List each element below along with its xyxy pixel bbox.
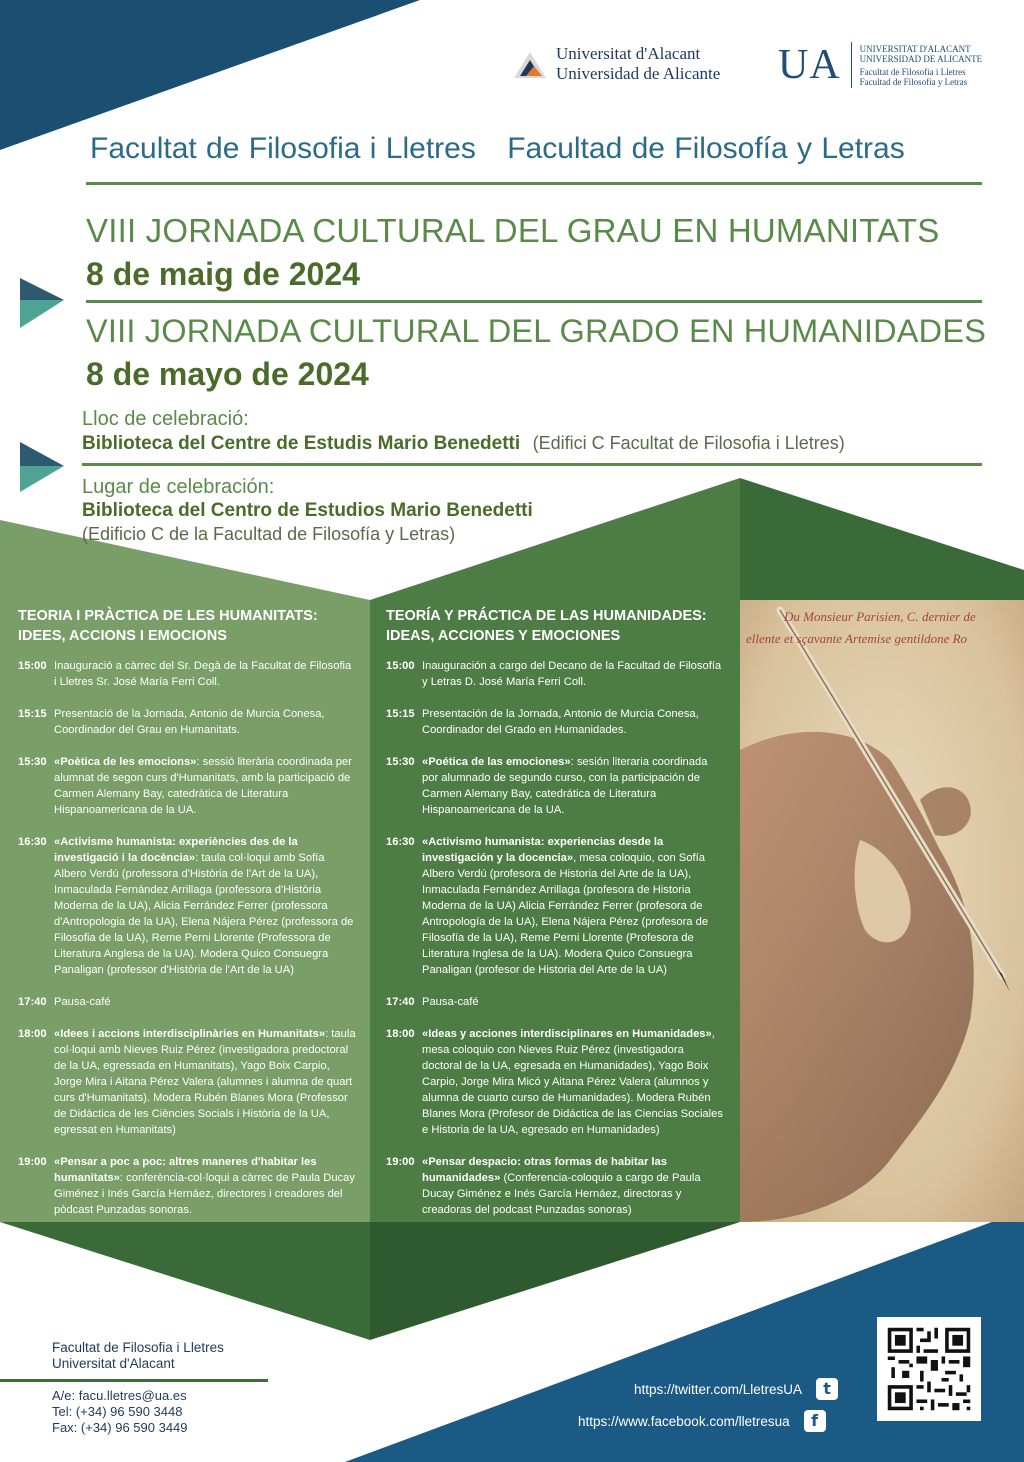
program-item: [18, 1154, 356, 1218]
facebook-url[interactable]: https://www.facebook.com/lletresua: [578, 1413, 790, 1429]
program-list-es: [386, 658, 724, 1218]
program-item: [386, 658, 724, 690]
program-item-text: : sesión literaria coordinada por alumnado de segundo curso, con la participación de Carmen Alemany Bay, catedrática de Literatura Hispanoamericana de la UA.: [422, 756, 708, 816]
program-item-title: «Poética de las emociones»: [422, 756, 571, 768]
program-item-title: «Pensar despacio: otras formas de habitar las humanidades»: [422, 1156, 667, 1184]
ua-mark: UA: [778, 42, 852, 88]
footer-university: Universitat d'Alacant: [52, 1356, 175, 1371]
qr-code-icon: [877, 1317, 981, 1421]
program-item-text: (Conferencia-coloquio a cargo de Paula Ducay Giménez e Inés García Hernáez, directoras y creadoras del podcast Punzadas sonoras): [422, 1172, 701, 1216]
faculty-es: Facultad de Filosofía y Letras: [507, 132, 905, 165]
logo-universitat[interactable]: [512, 44, 720, 84]
divider: [86, 182, 982, 185]
program-heading-ca-line2: IDEES, ACCIONS I EMOCIONS: [18, 628, 227, 644]
venue-name-ca: Biblioteca del Centre de Estudis Mario Benedetti: [82, 433, 521, 454]
program-item-description: [422, 1154, 724, 1218]
ua-line-1: UNIVERSITAT D'ALACANT: [859, 43, 971, 54]
program-item: [386, 834, 724, 978]
program-item-title: «Activisme humanista: experiències des de la investigació i la docència»: [54, 836, 298, 864]
program-item-time: 19:00: [18, 1156, 47, 1168]
program-item-time: 16:30: [386, 836, 415, 848]
program-item: [386, 706, 724, 738]
program-item-description: [422, 1026, 724, 1138]
logo-line-ca: Universitat d'Alacant: [556, 44, 701, 63]
program-item-text: : taula col·loqui amb Nieves Ruiz Pérez (investigadora predoctoral de la UA, egressada en Humanitats), Yago Boix Carpio, Jorge Mira i Aitana Pérez Valera (alumnes i alumna de quart curs d'Humanitats). Modera Rubén Blanes Mora (Professor de Didàctica de les Ciències Socials i Història de la UA, egressat en Humanitats): [54, 1028, 356, 1136]
program-item-title: «Ideas y acciones interdisciplinares en Humanidades»: [422, 1028, 712, 1040]
twitter-icon[interactable]: t: [816, 1378, 838, 1400]
program-item-title: «Poètica de les emocions»: [54, 756, 197, 768]
program-item: [386, 754, 724, 818]
logo-ua-faculty[interactable]: [778, 42, 982, 88]
program-list-ca: [18, 658, 356, 1218]
program-heading-es-line1: TEORÍA Y PRÁCTICA DE LAS HUMANIDADES:: [386, 608, 707, 624]
program-item-description: [54, 1154, 356, 1218]
program-item: [386, 1026, 724, 1138]
facebook-link[interactable]: [578, 1410, 826, 1432]
program-heading-ca-line1: TEORIA I PRÀCTICA DE LES HUMANITATS:: [18, 608, 318, 624]
program-item: [18, 994, 356, 1010]
program-item-title: «Idees i accions interdisciplinàries en Humanitats»: [54, 1028, 326, 1040]
inscription-line-2: ellente et sçavante Artemise gentildone Ro: [746, 631, 968, 646]
program-item-text: : taula col·loqui amb Sofía Albero Verdú (professora d'Història de l'Art de la UA), Inmaculada Fernández Arrillaga (professora d'Història Moderna de la UA), Alicia Ferrández Ferrer (professora d'Antropologia de la UA), Elena Nájera Pérez (professora de Filosofia de la UA), Reme Perni Llorente (Professora de Literatura Anglesa de la UA). Modera Quico Consuegra Panaligan (professor d'Història de l'Art de la UA): [54, 852, 354, 976]
event-title-ca: VIII JORNADA CULTURAL DEL GRAU EN HUMANITATS: [86, 212, 940, 249]
ua-line-3: Facultat de Filosofia i Lletres: [859, 66, 966, 77]
program-heading-es: [386, 606, 724, 646]
program-item-time: 15:00: [386, 660, 415, 672]
facebook-icon[interactable]: f: [804, 1410, 826, 1432]
faculty-ca: Facultat de Filosofia i Lletres: [90, 132, 476, 165]
program-item-description: [54, 994, 356, 1010]
program-heading-es-line2: IDEAS, ACCIONES Y EMOCIONES: [386, 628, 621, 644]
program-item: [18, 658, 356, 690]
footer-contact: [52, 1388, 188, 1436]
program-item-text: , mesa coloquio, con Sofía Albero Verdú (profesora de Historia del Arte de la UA), Inmaculada Fernández Arrillaga (profesora de Historia Moderna de la UA) Alicia Ferrández Ferrer (profesora de Antropología de la UA), Elena Nájera Pérez (profesora de Filosofía de la UA), Reme Perni Llorente (Profesora de Literatura Inglesa de la UA). Modera Quico Consuegra Panaligan (profesor de Historia del Arte de la UA): [422, 852, 709, 976]
program-item: [18, 706, 356, 738]
venue-note-ca: (Edifici C Facultat de Filosofia i Lletres): [532, 433, 845, 453]
artwork-inscription: [746, 606, 1024, 650]
event-date-ca: 8 de maig de 2024: [86, 256, 360, 292]
university-emblem-icon: [512, 46, 548, 82]
artwork-hand-drawing: [740, 600, 1024, 1222]
inscription-line-1: Du Monsieur Parisien, C. dernier de: [784, 609, 976, 624]
twitter-url[interactable]: https://twitter.com/LletresUA: [634, 1381, 803, 1397]
program-item-time: 18:00: [18, 1028, 47, 1040]
program-item-text: Presentación de la Jornada, Antonio de Murcia Conesa, Coordinador del Grado en Humanidades.: [422, 708, 699, 736]
logo-line-es: Universidad de Alicante: [556, 64, 721, 83]
program-heading-ca: [18, 606, 356, 646]
program-column-ca: [18, 606, 356, 1234]
program-item: [18, 1026, 356, 1138]
footer-email[interactable]: A/e: facu.lletres@ua.es: [52, 1388, 187, 1403]
program-item-description: [422, 706, 724, 738]
event-date-es: 8 de mayo de 2024: [86, 356, 369, 392]
program-item-description: [422, 658, 724, 690]
program-item-title: «Activismo humanista: experiencias desde la investigación y la docencia»: [422, 836, 664, 864]
venue-label-ca: Lloc de celebració:: [82, 408, 249, 430]
program-item: [18, 754, 356, 818]
program-item-time: 18:00: [386, 1028, 415, 1040]
program-item-title: «Pensar a poc a poc: altres maneres d'habitar les humanitats»: [54, 1156, 317, 1184]
program-item-time: 17:40: [18, 996, 47, 1008]
footer-fax: Fax: (+34) 96 590 3449: [52, 1420, 188, 1435]
program-item-description: [54, 754, 356, 818]
program-item-text: : conferència-col·loqui a càrrec de Paula Ducay Giménez i Inés García Hernáez, directores i creadores del pòdcast Punzadas sonoras.: [54, 1172, 355, 1216]
program-item-time: 15:30: [386, 756, 415, 768]
program-item-description: [54, 1026, 356, 1138]
footer-tel: Tel: (+34) 96 590 3448: [52, 1404, 183, 1419]
program-item-text: , mesa coloquio con Nieves Ruiz Pérez (investigadora doctoral de la UA, egresada en Humanidades), Yago Boix Carpio, Jorge Mira Micó y Aitana Pérez Valera (alumnos y alumna de cuarto curso de Humanidades). Modera Rubén Blanes Mora (Profesor de Didáctica de las Ciencias Sociales e Historia de la UA, egresado en Humanidades): [422, 1028, 723, 1136]
venue-ca: [82, 433, 845, 455]
event-title-es: VIII JORNADA CULTURAL DEL GRADO EN HUMANIDADES: [86, 313, 987, 349]
program-item-text: : sessió literària coordinada per alumnat de segon curs d'Humanitats, amb la participació de Carmen Alemany Bay, catedràtica de Literatura Hispanoamericana de la UA.: [54, 756, 352, 816]
qr-code[interactable]: [877, 1317, 981, 1421]
program-item: [386, 994, 724, 1010]
program-item-time: 19:00: [386, 1156, 415, 1168]
program-item-text: Pausa-café: [422, 996, 479, 1008]
venue-note-es: (Edificio C de la Facultad de Filosofía y Letras): [82, 524, 456, 544]
program-item-time: 15:15: [18, 708, 47, 720]
program-item-description: [54, 706, 356, 738]
program-column-es: [386, 606, 724, 1234]
venue-label-es: Lugar de celebración:: [82, 476, 275, 498]
program-item-time: 16:30: [18, 836, 47, 848]
venue-name-es: Biblioteca del Centro de Estudios Mario Benedetti: [82, 500, 533, 521]
program-item-text: Inauguració a càrrec del Sr. Degà de la Facultat de Filosofia i Lletres Sr. José María Ferri Coll.: [54, 660, 352, 688]
program-item: [386, 1154, 724, 1218]
program-item-text: Presentació de la Jornada, Antonio de Murcia Conesa, Coordinador del Grau en Humanitats.: [54, 708, 325, 736]
program-item: [18, 834, 356, 978]
program-item-time: 15:00: [18, 660, 47, 672]
program-item-text: Pausa-café: [54, 996, 111, 1008]
program-item-description: [54, 658, 356, 690]
program-item-time: 17:40: [386, 996, 415, 1008]
program-item-time: 15:15: [386, 708, 415, 720]
ua-line-4: Facultad de Filosofía y Letras: [859, 76, 968, 87]
program-item-description: [422, 754, 724, 818]
program-item-description: [54, 834, 356, 978]
divider: [86, 300, 982, 303]
program-item-text: Inauguración a cargo del Decano de la Facultad de Filosofía y Letras D. José María Ferri Coll.: [422, 660, 722, 688]
divider: [82, 463, 982, 466]
program-item-description: [422, 994, 724, 1010]
ua-line-2: UNIVERSIDAD DE ALICANTE: [859, 53, 983, 64]
twitter-link[interactable]: [634, 1378, 838, 1400]
program-item-description: [422, 834, 724, 978]
footer-faculty: [52, 1340, 224, 1372]
faculty-names: [90, 132, 927, 166]
footer-faculty-name: Facultat de Filosofia i Lletres: [52, 1340, 224, 1355]
program-item-time: 15:30: [18, 756, 47, 768]
